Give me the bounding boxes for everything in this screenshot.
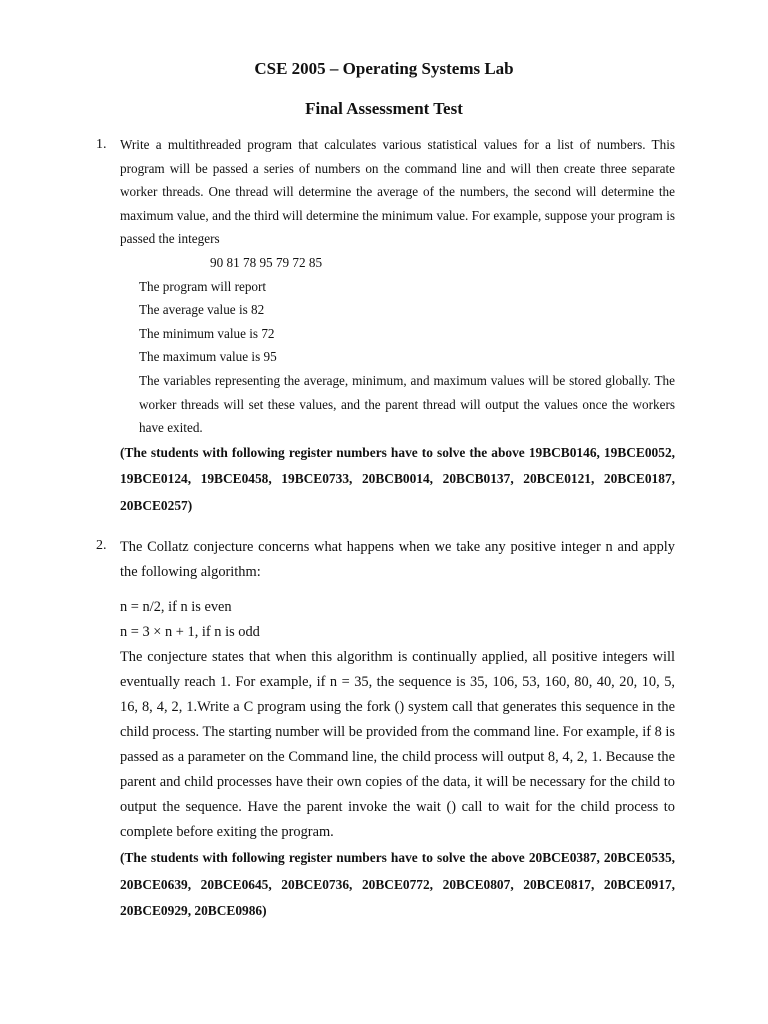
question-1-closing: The variables representing the average, minimum, and maximum values will be stored globally. The worker threads will set these values, and the parent thread will output the values once the workers have exited.	[139, 372, 675, 436]
question-1-students-note: (The students with following register numbers have to solve the above 19BCB0146, 19BCE0052, 19BCE0124, 19BCE0458, 19BCE0733, 20BCB0014, 20BCB0137, 20BCE0121, 20BCE0187, 20BCE0257)	[120, 444, 675, 513]
question-1-number: 1.	[96, 137, 107, 152]
course-title: CSE 2005 – Operating Systems Lab	[254, 59, 514, 78]
report-line: The maximum value is 95	[139, 349, 277, 365]
question-2-intro: The Collatz conjecture concerns what happens when we take any positive integer n and apply the following algorithm:	[120, 539, 675, 580]
report-line: The average value is 82	[139, 302, 265, 318]
report-line: The minimum value is 72	[139, 325, 275, 341]
question-2-body: The conjecture states that when this algorithm is continually applied, all positive integers will eventually reach 1. For example, if n = 35, the sequence is 35, 106, 53, 160, 80, 40, 20, 10, 5, 16, 8, 4, 2, 1.Write a C program using the fork () system call that generates this sequence in the child process. The starting number will be provided from the command line. For example, if 8 is passed as a parameter on the Command line, the child process will output 8, 4, 2, 1. Because the parent and child processes have their own copies of the data, it will be necessary for the child to output the sequence. Have the parent invoke the wait () call to wait for the child process to complete before exiting the program.	[120, 649, 675, 840]
report-line: The program will report	[139, 278, 267, 294]
formula-odd: n = 3 × n + 1, if n is odd	[120, 624, 260, 640]
formula-even: n = n/2, if n is even	[120, 599, 232, 615]
question-1	[120, 133, 675, 519]
question-2	[120, 535, 675, 925]
question-2-students-note: (The students with following register numbers have to solve the above 20BCE0387, 20BCE0535, 20BCE0639, 20BCE0645, 20BCE0736, 20BCE0772, 20BCE0807, 20BCE0817, 20BCE0917, 20BCE0929, 20BCE0986)	[120, 850, 675, 918]
question-1-intro: Write a multithreaded program that calculates various statistical values for a list of numbers. This program will be passed a series of numbers on the command line and will then create three separate worker threads. One thread will determine the average of the numbers, the second will determine the maximum value, and the third will determine the minimum value. For example, suppose your program is passed the integers	[120, 137, 675, 247]
test-title: Final Assessment Test	[305, 99, 463, 118]
question-2-number: 2.	[96, 538, 107, 553]
question-1-numbers: 90 81 78 95 79 72 85	[210, 254, 323, 270]
